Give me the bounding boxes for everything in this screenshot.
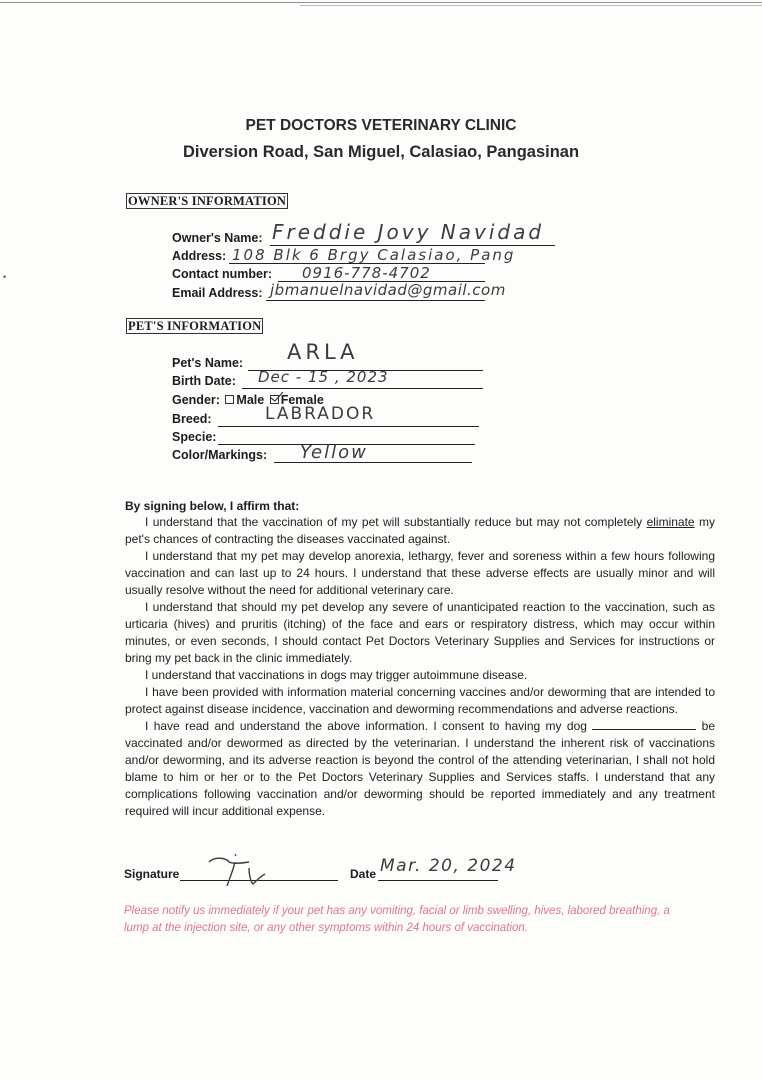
consent-paragraph: I understand that my pet may develop anorexia, lethargy, fever and soreness within a few hours following vaccination and can last up to 24 hours. I understand that these adverse effects are usually minor and will usually resolve without the need for additional veterinary care. bbox=[125, 549, 715, 597]
pet-name-value[interactable]: ARLA bbox=[287, 340, 359, 364]
contact-value[interactable]: 0916-778-4702 bbox=[302, 264, 431, 282]
pet-section-label: PET'S INFORMATION bbox=[128, 319, 262, 333]
clinic-name: PET DOCTORS VETERINARY CLINIC bbox=[245, 117, 517, 134]
date-label: Date bbox=[350, 867, 377, 881]
breed-line bbox=[218, 426, 479, 427]
address-value[interactable]: 108 Blk 6 Brgy Calasiao, Pang bbox=[232, 246, 516, 264]
pet-name-label: Pet's Name: bbox=[172, 356, 244, 370]
date-value[interactable]: Mar. 20, 2024 bbox=[380, 856, 517, 876]
date-line bbox=[378, 880, 498, 881]
email-value[interactable]: jbmanuelnavidad@gmail.com bbox=[270, 281, 506, 299]
owner-name-value[interactable]: Freddie Jovy Navidad bbox=[272, 220, 545, 244]
birth-date-value[interactable]: Dec - 15 , 2023 bbox=[258, 368, 389, 386]
contact-label: Contact number: bbox=[172, 267, 272, 281]
consent-paragraph: I have read and understand the above information. I consent to having my dog be vaccinated and/or dewormed as directed by the veterinarian. I understand the inherent risk of vaccinations and/or deworming, and its adverse reaction is beyond the control of the attending veterinarian, I shall not hold blame to him or her or to the Pet Doctors Veterinary Supplies and Services staffs. I understand that any complications following vaccination and/or deworming should be reported immediately and any treatment required will incur additional expense. bbox=[125, 719, 715, 818]
owner-name-label: Owner's Name: bbox=[172, 231, 263, 245]
affirm-title: By signing below, I affirm that: bbox=[125, 499, 300, 513]
check-mark-icon bbox=[270, 391, 284, 403]
scan-mark: • bbox=[3, 272, 7, 282]
specie-label: Specie: bbox=[172, 430, 217, 444]
consent-paragraph: I understand that the vaccination of my pet will substantially reduce but may not completely eliminate my pet's chances of contracting the diseases vaccinated against. bbox=[125, 515, 715, 546]
scan-edge-line bbox=[0, 2, 762, 3]
aftercare-note: Please notify us immediately if your pet has any vomiting, facial or limb swelling, hives, labored breathing, a lump at the injection site, or any other symptoms within 24 hours of vaccination. bbox=[124, 905, 670, 934]
consent-paragraph: I understand that should my pet develop any severe of unanticipated reaction to the vaccination, such as urticaria (hives) and pruritis (itching) of the face and ears or respiratory distress, which may occur within minutes, or even seconds, I should contact Pet Doctors Veterinary Supplies and Services for instructions or bring my pet back in the clinic immediately. bbox=[125, 600, 715, 665]
female-option-label: Female bbox=[280, 393, 324, 407]
female-checkbox[interactable] bbox=[270, 395, 279, 404]
owner-section-label: OWNER'S INFORMATION bbox=[128, 194, 287, 208]
signature-drawing[interactable] bbox=[205, 852, 275, 890]
birth-date-label: Birth Date: bbox=[172, 374, 236, 388]
scan-edge-line bbox=[300, 5, 762, 6]
color-value[interactable]: Yellow bbox=[300, 442, 368, 463]
male-checkbox[interactable] bbox=[225, 395, 234, 404]
male-option-label: Male bbox=[236, 393, 265, 407]
address-label: Address: bbox=[172, 249, 227, 263]
consent-paragraph: I have been provided with information material concerning vaccines and/or deworming that are intended to protect against disease incidence, vaccination and deworming recommendations and adverse reactions. bbox=[125, 685, 715, 716]
gender-label: Gender: bbox=[172, 393, 220, 407]
clinic-address: Diversion Road, San Miguel, Calasiao, Pangasinan bbox=[182, 143, 580, 161]
breed-label: Breed: bbox=[172, 412, 212, 426]
email-line bbox=[266, 300, 485, 301]
birth-date-line bbox=[242, 388, 483, 389]
consent-paragraph: I understand that vaccinations in dogs may trigger autoimmune disease. bbox=[145, 668, 528, 682]
email-label: Email Address: bbox=[172, 286, 263, 300]
signature-label: Signature bbox=[124, 867, 180, 881]
breed-value[interactable]: LABRADOR bbox=[265, 404, 376, 424]
consent-text bbox=[125, 514, 715, 820]
dog-name-blank[interactable] bbox=[592, 719, 696, 730]
color-label: Color/Markings: bbox=[172, 448, 268, 462]
